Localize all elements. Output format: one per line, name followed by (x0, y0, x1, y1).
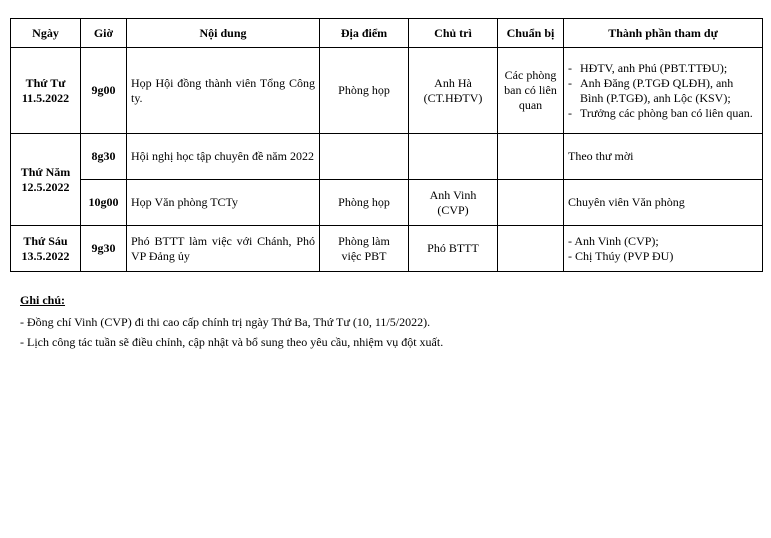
location-cell (320, 134, 409, 180)
notes-section (20, 290, 443, 352)
chair-name: Anh Hà (434, 75, 472, 90)
header-attendees: Thành phần tham dự (564, 19, 763, 48)
location-line: Phòng làm (338, 233, 390, 248)
location-cell: Phòng họp (320, 48, 409, 134)
attendees-cell: Theo thư mời (564, 134, 763, 180)
attendee-list (568, 61, 758, 121)
prep-cell (498, 226, 564, 272)
prep-cell (498, 134, 564, 180)
header-prep: Chuẩn bị (498, 19, 564, 48)
day-name: Thứ Sáu (23, 233, 68, 248)
chair-cell: Phó BTTT (409, 226, 498, 272)
attendee-line: - Chị Thúy (PVP ĐU) (568, 248, 674, 263)
list-item: - HĐTV, anh Phú (PBT.TTĐU); (568, 61, 758, 76)
content-cell: Hội nghị học tập chuyên đề năm 2022 (127, 134, 320, 180)
time-cell: 9g30 (81, 226, 127, 272)
day-date: 12.5.2022 (21, 179, 70, 194)
attendees-cell: Chuyên viên Văn phòng (564, 180, 763, 226)
prep-cell (498, 180, 564, 226)
header-location: Địa điểm (320, 19, 409, 48)
chair-title: (CVP) (437, 202, 469, 217)
table-row (11, 226, 763, 272)
day-name: Thứ Năm (20, 164, 71, 179)
location-line: việc PBT (341, 248, 387, 263)
chair-name: Anh Vinh (429, 187, 477, 202)
day-date: 13.5.2022 (21, 248, 70, 263)
attendee-line: - Anh Vinh (CVP); (568, 233, 659, 248)
day-date: 11.5.2022 (21, 90, 70, 105)
list-item: - Trưởng các phòng ban có liên quan. (568, 106, 758, 121)
note-line: - Lịch công tác tuần sẽ điều chỉnh, cập nhật và bổ sung theo yêu cầu, nhiệm vụ đột xuất. (20, 335, 444, 349)
time-cell: 8g30 (81, 134, 127, 180)
header-row (11, 19, 763, 48)
location-cell: Phòng họp (320, 180, 409, 226)
chair-cell (409, 48, 498, 134)
table-row (11, 134, 763, 180)
day-cell (11, 134, 81, 226)
header-content: Nội dung (127, 19, 320, 48)
attendees-cell (564, 48, 763, 134)
day-cell (11, 48, 81, 134)
notes-title: Ghi chú: (20, 293, 66, 307)
note-line: - Đồng chí Vinh (CVP) đi thi cao cấp chính trị ngày Thứ Ba, Thứ Tư (10, 11/5/2022). (20, 315, 431, 329)
header-chair: Chủ trì (409, 19, 498, 48)
chair-title: (CT.HĐTV) (423, 90, 483, 105)
attendees-cell (564, 226, 763, 272)
content-cell: Phó BTTT làm việc với Chánh, Phó VP Đảng ủy (127, 226, 320, 272)
day-name: Thứ Tư (25, 75, 66, 90)
header-day: Ngày (11, 19, 81, 48)
list-item: - Anh Đăng (P.TGĐ QLĐH), anh Bình (P.TGĐ), anh Lộc (KSV); (568, 76, 758, 106)
schedule-table (10, 18, 763, 272)
content-cell: Họp Văn phòng TCTy (127, 180, 320, 226)
header-time: Giờ (81, 19, 127, 48)
chair-cell (409, 134, 498, 180)
chair-cell (409, 180, 498, 226)
prep-cell: Các phòng ban có liên quan (498, 48, 564, 134)
day-cell (11, 226, 81, 272)
location-cell (320, 226, 409, 272)
table-row (11, 180, 763, 226)
time-cell: 10g00 (81, 180, 127, 226)
time-cell: 9g00 (81, 48, 127, 134)
table-row (11, 48, 763, 134)
content-cell: Họp Hội đồng thành viên Tổng Công ty. (127, 48, 320, 134)
